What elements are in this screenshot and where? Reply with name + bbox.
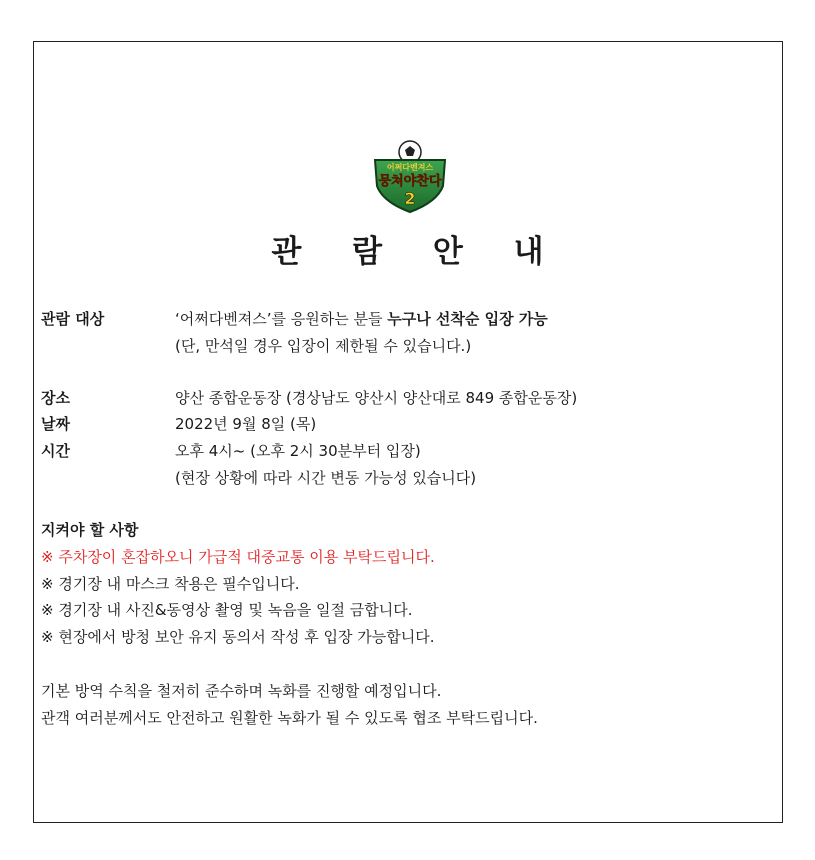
closing-line: 기본 방역 수칙을 철저히 준수하며 녹화를 진행할 예정입니다. (41, 682, 442, 700)
rule-item: ※ 현장에서 방청 보안 유지 동의서 작성 후 입장 가능합니다. (41, 628, 435, 646)
venue-value: 양산 종합운동장 (경상남도 양산시 양산대로 849 종합운동장) (175, 389, 578, 407)
page-title: 관 람 안 내 (271, 234, 564, 270)
audience-text-bold: 누구나 선착순 입장 가능 (387, 310, 548, 328)
rule-item: ※ 경기장 내 마스크 착용은 필수입니다. (41, 575, 300, 593)
show-logo (367, 140, 453, 214)
audience-text (175, 309, 548, 329)
time-label: 시간 (41, 442, 70, 460)
audience-text-plain: ‘어쩌다벤져스’를 응원하는 분들 (175, 310, 388, 328)
date-label: 날짜 (41, 415, 70, 433)
rule-item: ※ 경기장 내 사진&동영상 촬영 및 녹음을 일절 금합니다. (41, 601, 413, 619)
svg-text:뭉쳐야찬다: 뭉쳐야찬다 (378, 174, 442, 189)
audience-label: 관람 대상 (41, 310, 105, 328)
date-value: 2022년 9월 8일 (목) (175, 415, 317, 433)
closing-line: 관객 여러분께서도 안전하고 원활한 녹화가 될 수 있도록 협조 부탁드립니다. (41, 709, 538, 727)
svg-text:2: 2 (404, 189, 416, 208)
audience-note: (단, 만석일 경우 입장이 제한될 수 있습니다.) (175, 337, 472, 355)
rules-heading: 지켜야 할 사항 (41, 521, 139, 539)
venue-label: 장소 (41, 389, 70, 407)
rule-item: ※ 주차장이 혼잡하오니 가급적 대중교통 이용 부탁드립니다. (41, 548, 435, 566)
svg-text:어쩌다벤져스: 어쩌다벤져스 (386, 163, 434, 172)
time-note: (현장 상황에 따라 시간 변동 가능성 있습니다) (175, 469, 477, 487)
time-value: 오후 4시~ (오후 2시 30분부터 입장) (175, 442, 421, 460)
